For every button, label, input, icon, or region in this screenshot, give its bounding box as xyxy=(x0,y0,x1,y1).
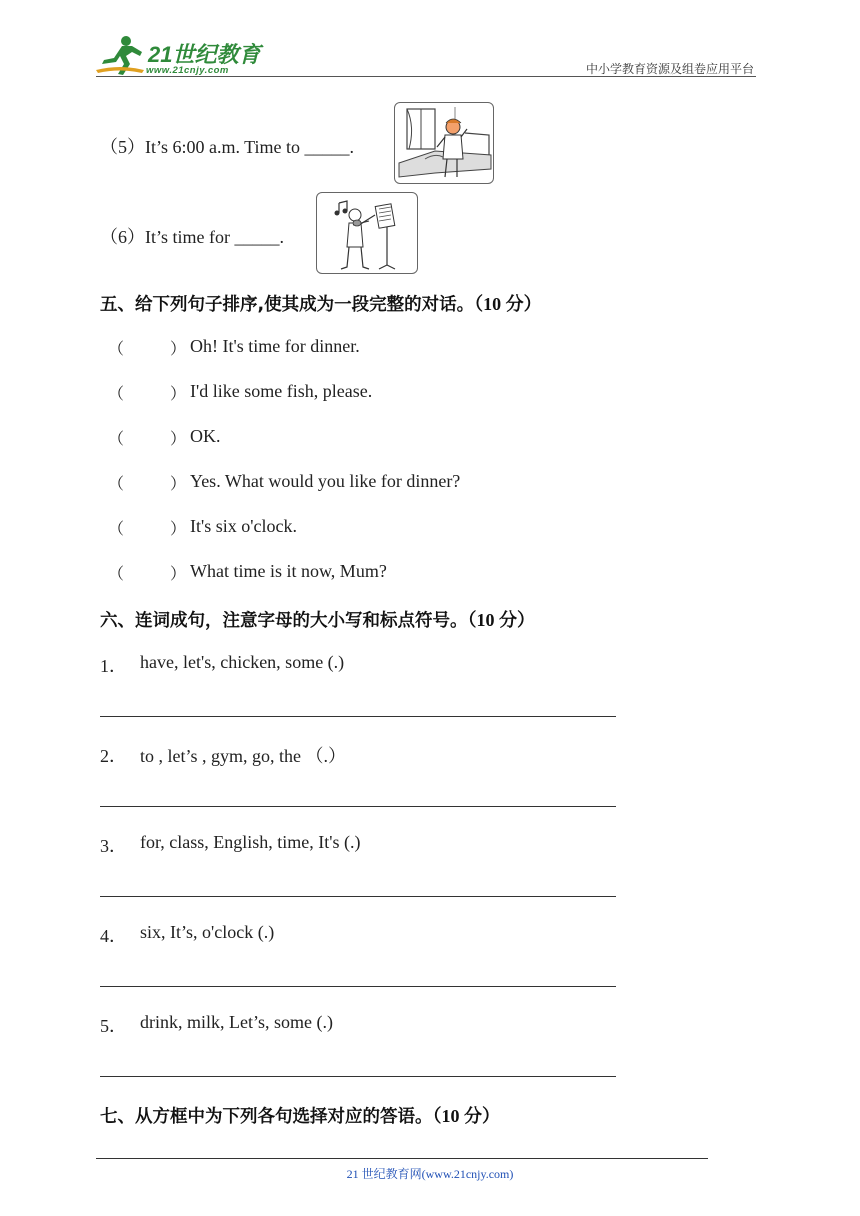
answer-line[interactable] xyxy=(100,1076,616,1077)
section-6-title-text: 六、连词成句，注意字母的大小写和标点符号。 xyxy=(100,611,468,631)
section-5-title xyxy=(100,290,542,316)
section-6-score: （10 分） xyxy=(467,610,535,630)
section-5-title-text: 五、给下列句子排序,使其成为一段完整的对话。 xyxy=(100,295,475,315)
header-divider xyxy=(96,76,756,77)
runner-logo-icon xyxy=(92,34,148,78)
section-7-title-text: 七、从方框中为下列各句选择对应的答语。 xyxy=(100,1107,433,1127)
sentence-number: 4． xyxy=(100,926,127,946)
answer-line[interactable] xyxy=(100,716,616,717)
answer-line[interactable] xyxy=(100,896,616,897)
sentence-number: 1． xyxy=(100,656,127,676)
section-5-score: （10 分） xyxy=(474,294,542,314)
page-footer: 21 世纪教育网(www.21cnjy.com) xyxy=(346,1167,514,1181)
sentence-number: 5． xyxy=(100,1016,127,1036)
sentence-words: drink, milk, Let’s, some (.) xyxy=(140,1012,333,1032)
sentence-words: to , let’s , gym, go, the （.） xyxy=(140,746,346,766)
sentence-words: for, class, English, time, It's (.) xyxy=(140,832,361,852)
section-7-score: （10 分） xyxy=(432,1106,500,1126)
order-item-text: What time is it now, Mum? xyxy=(190,561,387,581)
order-item-text: I'd like some fish, please. xyxy=(190,381,373,401)
order-item-text: It's six o'clock. xyxy=(190,516,297,536)
question-6: （6）It’s time for _____. xyxy=(100,227,284,247)
order-item-text: Oh! It's time for dinner. xyxy=(190,336,360,356)
answer-line[interactable] xyxy=(100,986,616,987)
sentence-words: six, It’s, o'clock (.) xyxy=(140,922,275,942)
man-playing-violin-icon xyxy=(316,192,418,274)
section-7-title xyxy=(100,1102,500,1128)
header-tagline: 中小学教育资源及组卷应用平台 xyxy=(585,62,754,76)
boy-waking-up-icon xyxy=(394,102,494,184)
page-header xyxy=(0,0,860,80)
logo xyxy=(92,34,262,78)
logo-text: 21世纪教育 xyxy=(148,42,261,67)
order-item-text: Yes. What would you like for dinner? xyxy=(190,471,461,491)
sentence-number: 2． xyxy=(100,746,127,766)
answer-line[interactable] xyxy=(100,806,616,807)
logo-url: www.21cnjy.com xyxy=(146,65,229,76)
section-6-title xyxy=(100,606,535,632)
sentence-words: have, let's, chicken, some (.) xyxy=(140,652,345,672)
sentence-number: 3． xyxy=(100,836,127,856)
footer-divider xyxy=(96,1158,708,1159)
order-item-text: OK. xyxy=(190,426,221,446)
question-5: （5）It’s 6:00 a.m. Time to _____. xyxy=(100,137,355,157)
